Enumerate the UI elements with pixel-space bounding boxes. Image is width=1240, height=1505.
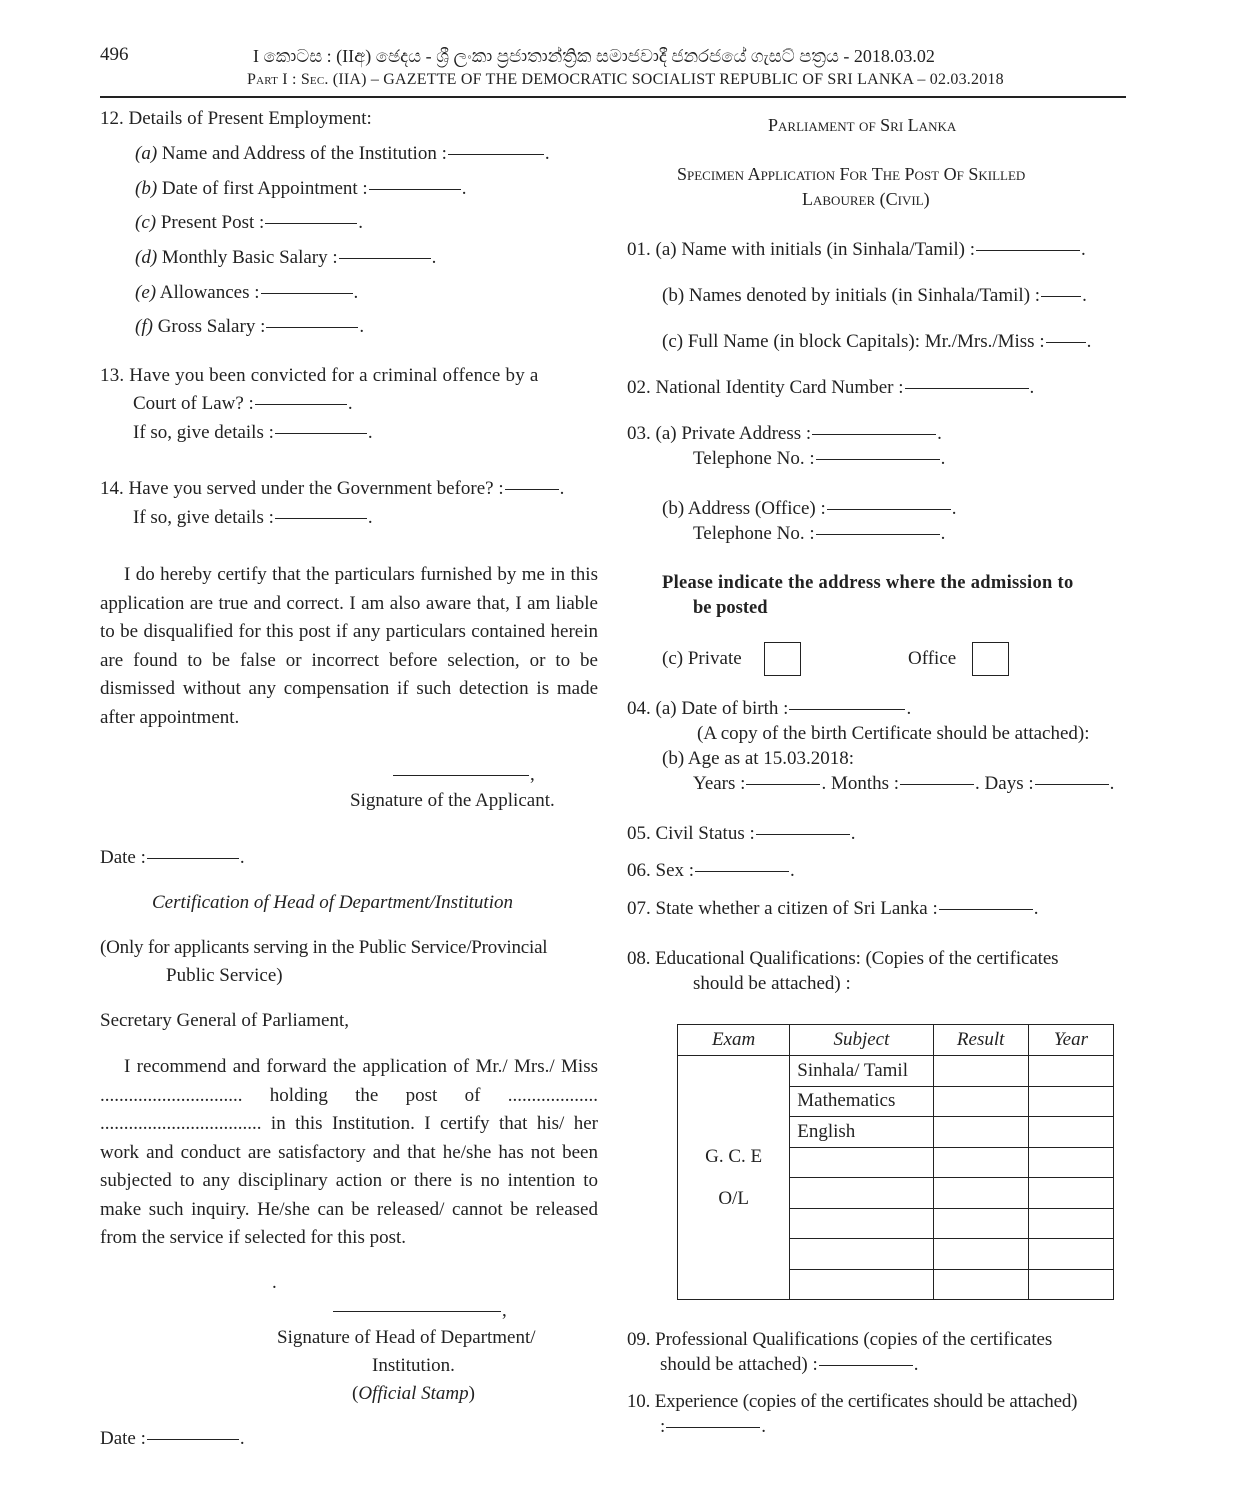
parliament-title: Parliament of Sri Lanka (768, 115, 957, 135)
answer-blank[interactable] (275, 433, 367, 434)
stray-dot: . (272, 1272, 277, 1293)
q04a: 04. (a) Date of birth : . (627, 698, 912, 719)
answer-blank[interactable] (505, 489, 559, 490)
answer-blank[interactable] (255, 404, 347, 405)
telephone-label: Telephone No. : (693, 448, 815, 469)
subject-cell: Sinhala/ Tamil (790, 1056, 933, 1087)
applicant-signature: Signature of the Applicant. (350, 790, 555, 811)
item-letter: (d) (135, 247, 158, 268)
only-for-line2: Public Service) (166, 965, 283, 986)
result-cell[interactable] (933, 1239, 1028, 1270)
q08-line2: should be attached) : (693, 973, 851, 994)
item-letter: (c) (135, 212, 157, 233)
date-field-2: Date : . (100, 1428, 245, 1449)
q04b: (b) Age as at 15.03.2018: (662, 748, 855, 769)
years-blank[interactable] (746, 784, 820, 785)
result-cell[interactable] (933, 1117, 1028, 1148)
item-label: Date of first Appointment : (157, 178, 368, 199)
q09-line1: 09. Professional Qualifications (copies of the certificates (627, 1329, 1053, 1350)
q10-line1: 10. Experience (copies of the certificates should be attached) (627, 1391, 1078, 1412)
item-label: Monthly Basic Salary : (157, 247, 338, 268)
applicant-signature-line[interactable]: , (392, 764, 535, 786)
admission-line2: be posted (693, 598, 768, 618)
specimen-line2: Labourer (Civil) (802, 189, 930, 209)
result-cell[interactable] (933, 1147, 1028, 1178)
q12-item-c: (c) Present Post : . (135, 212, 364, 233)
answer-blank[interactable] (369, 189, 461, 190)
q03b-label: (b) Address (Office) : (662, 498, 826, 519)
subject-cell: Mathematics (790, 1086, 933, 1117)
q14-details: If so, give details : (133, 507, 274, 528)
q04a-note: (A copy of the birth Certificate should be attached): (697, 723, 1090, 744)
signature-blank[interactable] (393, 775, 529, 776)
answer-blank[interactable] (939, 909, 1033, 910)
subject-cell[interactable] (790, 1269, 933, 1300)
private-checkbox[interactable] (764, 642, 801, 676)
q06: 06. Sex : . (627, 860, 795, 881)
q02: 02. National Identity Card Number : . (627, 377, 1035, 398)
answer-blank[interactable] (666, 1427, 760, 1428)
q12-item-f: (f) Gross Salary : . (135, 316, 365, 337)
item-letter: (a) (135, 143, 158, 164)
q03b-telephone: Telephone No. : . (693, 523, 946, 544)
answer-blank[interactable] (816, 459, 940, 460)
q14-question: 14. Have you served under the Government before? : (100, 478, 504, 499)
head-signature-line2: Institution. (372, 1355, 455, 1376)
official-stamp: (Official Stamp) (352, 1383, 475, 1404)
header-exam: Exam (678, 1025, 790, 1056)
q09-line2: should be attached) : . (660, 1354, 919, 1375)
header-english (247, 71, 1004, 89)
q03a-telephone: Telephone No. : . (693, 448, 946, 469)
q10-colon: : (660, 1416, 666, 1437)
answer-blank[interactable] (265, 223, 357, 224)
answer-blank[interactable] (266, 327, 358, 328)
q08-line1: 08. Educational Qualifications: (Copies of the certificates (627, 948, 1059, 969)
header-sec: Sec. (300, 71, 329, 88)
years-label: Years : (693, 773, 746, 794)
days-label: . Days : (975, 773, 1034, 794)
q13-line1: 13. Have you been convicted for a criminal offence by a (100, 365, 539, 386)
q06-label: 06. Sex : (627, 860, 695, 881)
year-cell[interactable] (1028, 1056, 1113, 1087)
q12-item-b: (b) Date of first Appointment : . (135, 178, 467, 199)
date-label: Date : (100, 847, 146, 868)
year-cell[interactable] (1028, 1269, 1113, 1300)
qualifications-table (677, 1024, 1114, 1300)
year-cell[interactable] (1028, 1239, 1113, 1270)
head-certification-title: Certification of Head of Department/Institution (152, 892, 513, 913)
date-field: Date : . (100, 847, 245, 868)
q14-line1: 14. Have you served under the Government before? : . (100, 478, 565, 499)
item-letter: (e) (135, 282, 157, 303)
year-cell[interactable] (1028, 1178, 1113, 1209)
answer-blank[interactable] (756, 834, 850, 835)
answer-blank[interactable] (339, 258, 431, 259)
office-label: Office (908, 648, 957, 669)
q13-details: If so, give details : (133, 422, 274, 443)
head-signature-line1: Signature of Head of Department/ (277, 1327, 536, 1348)
q13-court: Court of Law? : (133, 393, 254, 414)
secretary-general: Secretary General of Parliament, (100, 1010, 349, 1031)
answer-blank[interactable] (789, 709, 905, 710)
q04a-label: 04. (a) Date of birth : (627, 698, 789, 719)
result-cell[interactable] (933, 1208, 1028, 1239)
q02-label: 02. National Identity Card Number : (627, 377, 904, 398)
admission-line1: Please indicate the address where the admission to (662, 573, 1074, 593)
q01c: (c) Full Name (in block Capitals): Mr./Mrs./Miss : . (662, 331, 1092, 352)
months-label: . Months : (821, 773, 900, 794)
item-letter: (f) (135, 316, 153, 337)
age-fields: Years : . Months : . Days : . (693, 773, 1115, 794)
answer-blank[interactable] (1041, 296, 1081, 297)
header-rule (100, 96, 1126, 98)
office-checkbox[interactable] (972, 642, 1009, 676)
subject-cell[interactable] (790, 1147, 933, 1178)
q10-line2: : . (660, 1416, 767, 1437)
item-letter: (b) (135, 178, 158, 199)
item-label: Allowances : (156, 282, 260, 303)
telephone-label: Telephone No. : (693, 523, 815, 544)
page-number: 496 (100, 44, 129, 65)
q01b-label: (b) Names denoted by initials (in Sinhala/Tamil) : (662, 285, 1041, 306)
table-header-row (678, 1025, 1114, 1056)
header-subject: Subject (790, 1025, 933, 1056)
date-label: Date : (100, 1428, 146, 1449)
header-rest: (IIA) – GAZETTE OF THE DEMOCRATIC SOCIALIST REPUBLIC OF SRI LANKA – 02.03.2018 (332, 71, 1004, 88)
year-cell[interactable] (1028, 1117, 1113, 1148)
item-label: Name and Address of the Institution : (157, 143, 447, 164)
result-cell[interactable] (933, 1086, 1028, 1117)
result-cell[interactable] (933, 1178, 1028, 1209)
answer-blank[interactable] (1046, 342, 1086, 343)
exam-cell (678, 1056, 790, 1300)
item-label: Present Post : (156, 212, 265, 233)
q03a-label: 03. (a) Private Address : (627, 423, 812, 444)
answer-blank[interactable] (448, 154, 544, 155)
recommend-paragraph: I recommend and forward the application of Mr./ Mrs./ Miss .............................. holding the post of ................... .................................. in this Institution. I certify that his/ her work and conduct are satisfactory and that he/she has not been subjected to any disciplinary action or there is no intention to make such inquiry. He/she can be released/ cannot be released from the service if selected for this post. (100, 1056, 598, 1248)
q12-title: 12. Details of Present Employment: (100, 108, 372, 129)
header-part: Part I : (247, 71, 297, 88)
q14-line2: If so, give details : . (133, 507, 373, 528)
subject-cell: English (790, 1117, 933, 1148)
specimen-line1: Specimen Application For The Post Of Skilled (677, 164, 1026, 184)
q03b: (b) Address (Office) : . (662, 498, 957, 519)
answer-blank[interactable] (816, 534, 940, 535)
subject-cell[interactable] (790, 1208, 933, 1239)
q01c-label: (c) Full Name (in block Capitals): Mr./Mrs./Miss : (662, 331, 1045, 352)
q05-label: 05. Civil Status : (627, 823, 755, 844)
exam-line1: G. C. E (705, 1145, 763, 1167)
answer-blank[interactable] (695, 871, 789, 872)
q13-line2: Court of Law? : . (133, 393, 353, 414)
q01a-label: 01. (a) Name with initials (in Sinhala/Tamil) : (627, 239, 975, 260)
q01a: 01. (a) Name with initials (in Sinhala/Tamil) : . (627, 239, 1086, 260)
answer-blank[interactable] (976, 250, 1080, 251)
exam-line2: O/L (718, 1187, 749, 1209)
answer-blank[interactable] (819, 1365, 913, 1366)
head-signature-line[interactable]: , (332, 1300, 507, 1322)
q07-label: 07. State whether a citizen of Sri Lanka : (627, 898, 938, 919)
answer-blank[interactable] (827, 509, 951, 510)
answer-blank[interactable] (275, 518, 367, 519)
q05: 05. Civil Status : . (627, 823, 856, 844)
official-stamp-text: Official Stamp (358, 1383, 469, 1404)
subject-cell[interactable] (790, 1239, 933, 1270)
q12-item-e: (e) Allowances : . (135, 282, 359, 303)
q09-attached: should be attached) : (660, 1354, 818, 1375)
subject-cell[interactable] (790, 1178, 933, 1209)
only-for-line1: (Only for applicants serving in the Public Service/Provincial (100, 937, 548, 958)
answer-blank[interactable] (261, 293, 353, 294)
header-result: Result (933, 1025, 1028, 1056)
year-cell[interactable] (1028, 1147, 1113, 1178)
result-cell[interactable] (933, 1269, 1028, 1300)
result-cell[interactable] (933, 1056, 1028, 1087)
signature-blank[interactable] (333, 1311, 501, 1312)
certify-paragraph: I do hereby certify that the particulars furnished by me in this application are true and correct. I am also aware that, I am liable to be disqualified for this post if any particulars contained herein are found to be false or incorrect before selection, or to be dismissed without any compensation if such detection is made after appointment. (100, 564, 598, 728)
answer-blank[interactable] (812, 434, 936, 435)
q12-item-d: (d) Monthly Basic Salary : . (135, 247, 437, 268)
q07: 07. State whether a citizen of Sri Lanka : . (627, 898, 1039, 919)
q01b: (b) Names denoted by initials (in Sinhala/Tamil) : . (662, 285, 1087, 306)
item-label: Gross Salary : (152, 316, 266, 337)
months-blank[interactable] (900, 784, 974, 785)
header-year: Year (1028, 1025, 1113, 1056)
table-row (678, 1056, 1114, 1087)
q12-item-a: (a) Name and Address of the Institution : . (135, 143, 550, 164)
q13-line3: If so, give details : . (133, 422, 373, 443)
q03a: 03. (a) Private Address : . (627, 423, 942, 444)
private-label: (c) Private (662, 648, 742, 669)
answer-blank[interactable] (905, 388, 1029, 389)
days-blank[interactable] (1035, 784, 1109, 785)
answer-blank[interactable] (147, 858, 239, 859)
answer-blank[interactable] (147, 1439, 239, 1440)
year-cell[interactable] (1028, 1208, 1113, 1239)
year-cell[interactable] (1028, 1086, 1113, 1117)
header-sinhala: I කොටස : (IIඅ) ඡෙදය - ශ්‍රී ලංකා ප්‍රජාතාන්ත්‍රික සමාජවාදී ජනරජයේ ගැසට් පත්‍රය - 2018.03.02 (253, 46, 935, 66)
